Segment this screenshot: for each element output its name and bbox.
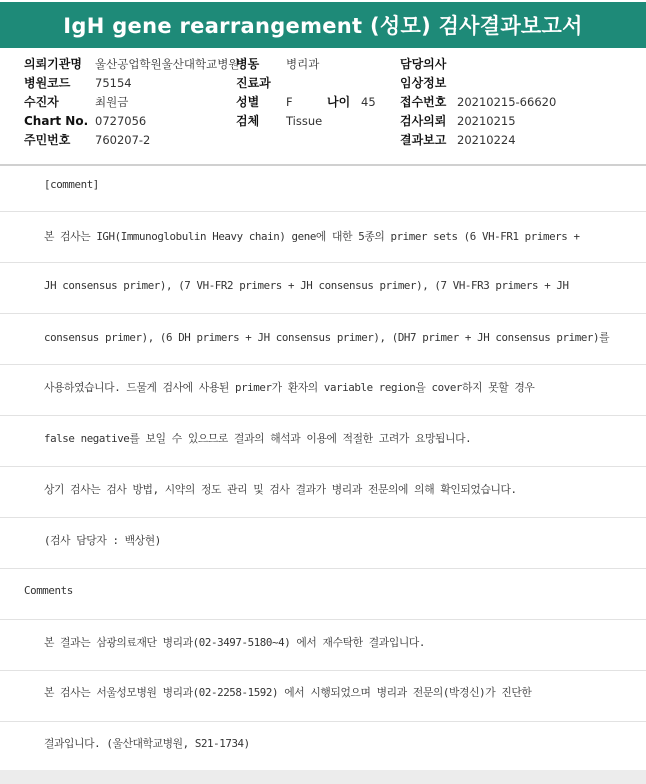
institution-value: 울산공업학원울산대학교병원 [95, 57, 240, 71]
comment-line-6: 상기 검사는 검사 방법, 시약의 정도 관리 및 검사 결과가 병리과 전문의에 의해 확인되었습니다. [44, 483, 517, 496]
text-row [0, 569, 646, 620]
comment-line-4: 사용하였습니다. 드물게 검사에 사용된 primer가 환자의 variable region을 cover하지 못할 경우 [44, 381, 535, 394]
comments-heading: Comments [24, 584, 73, 597]
hospital-code-label: 병원코드 [24, 76, 71, 90]
collector-label: 수진자 [24, 95, 59, 109]
request-label: 검사의뢰 [400, 114, 447, 128]
comment-line-3: consensus primer), (6 DH primers + JH consensus primer), (DH7 primer + JH consensus primer)를 [44, 331, 610, 344]
comments-line-3: 결과입니다. (울산대학교병원, S21-1734) [44, 737, 250, 750]
comment-line-5: false negative를 보일 수 있으므로 결과의 해석과 이용에 적절한 고려가 요망됩니다. [44, 432, 472, 445]
report-date-label: 결과보고 [400, 133, 447, 147]
ward-value: 병리과 [286, 57, 320, 71]
comment-line-7: (검사 담당자 : 백상현) [44, 534, 161, 547]
doctor-label: 담당의사 [400, 57, 447, 71]
report-date-value: 20210224 [457, 133, 516, 147]
specimen-value: Tissue [286, 114, 323, 128]
bottom-margin [0, 770, 646, 784]
comment-line-1: 본 검사는 IGH(Immunoglobulin Heavy chain) gene에 대한 5종의 primer sets (6 VH-FR1 primers + [44, 230, 580, 243]
receipt-label: 접수번호 [400, 95, 447, 109]
resident-no-label: 주민번호 [24, 133, 71, 147]
comment-section [0, 166, 646, 784]
resident-no-value: 760207-2 [95, 133, 151, 147]
hospital-code-value: 75154 [95, 76, 132, 90]
report-title: IgH gene rearrangement (성모) 검사결과보고서 [63, 14, 583, 38]
ward-label: 병동 [236, 57, 260, 71]
age-value: 45 [361, 95, 376, 109]
report-title-bar [0, 0, 646, 48]
institution-label: 의뢰기관명 [24, 57, 82, 71]
comments-line-2: 본 검사는 서울성모병원 병리과(02-2258-1592) 에서 시행되었으며 병리과 전문의(박경신)가 진단한 [44, 686, 532, 699]
receipt-value: 20210215-66620 [457, 95, 557, 109]
collector-value: 최원금 [95, 95, 129, 109]
comment-heading: [comment] [44, 178, 99, 191]
request-value: 20210215 [457, 114, 516, 128]
department-label: 진료과 [236, 76, 271, 90]
age-label: 나이 [327, 95, 351, 109]
chart-no-label: Chart No. [24, 114, 89, 128]
specimen-label: 검체 [236, 114, 260, 128]
patient-info-section [0, 48, 646, 166]
chart-no-value: 0727056 [95, 114, 147, 128]
clinical-info-label: 임상정보 [400, 76, 447, 90]
sex-label: 성별 [236, 95, 260, 109]
comment-line-2: JH consensus primer), (7 VH-FR2 primers + JH consensus primer), (7 VH-FR3 primers + JH [44, 279, 569, 292]
sex-value: F [286, 95, 293, 109]
comments-line-1: 본 결과는 삼광의료재단 병리과(02-3497-5180~4) 에서 재수탁한 결과입니다. [44, 636, 426, 649]
